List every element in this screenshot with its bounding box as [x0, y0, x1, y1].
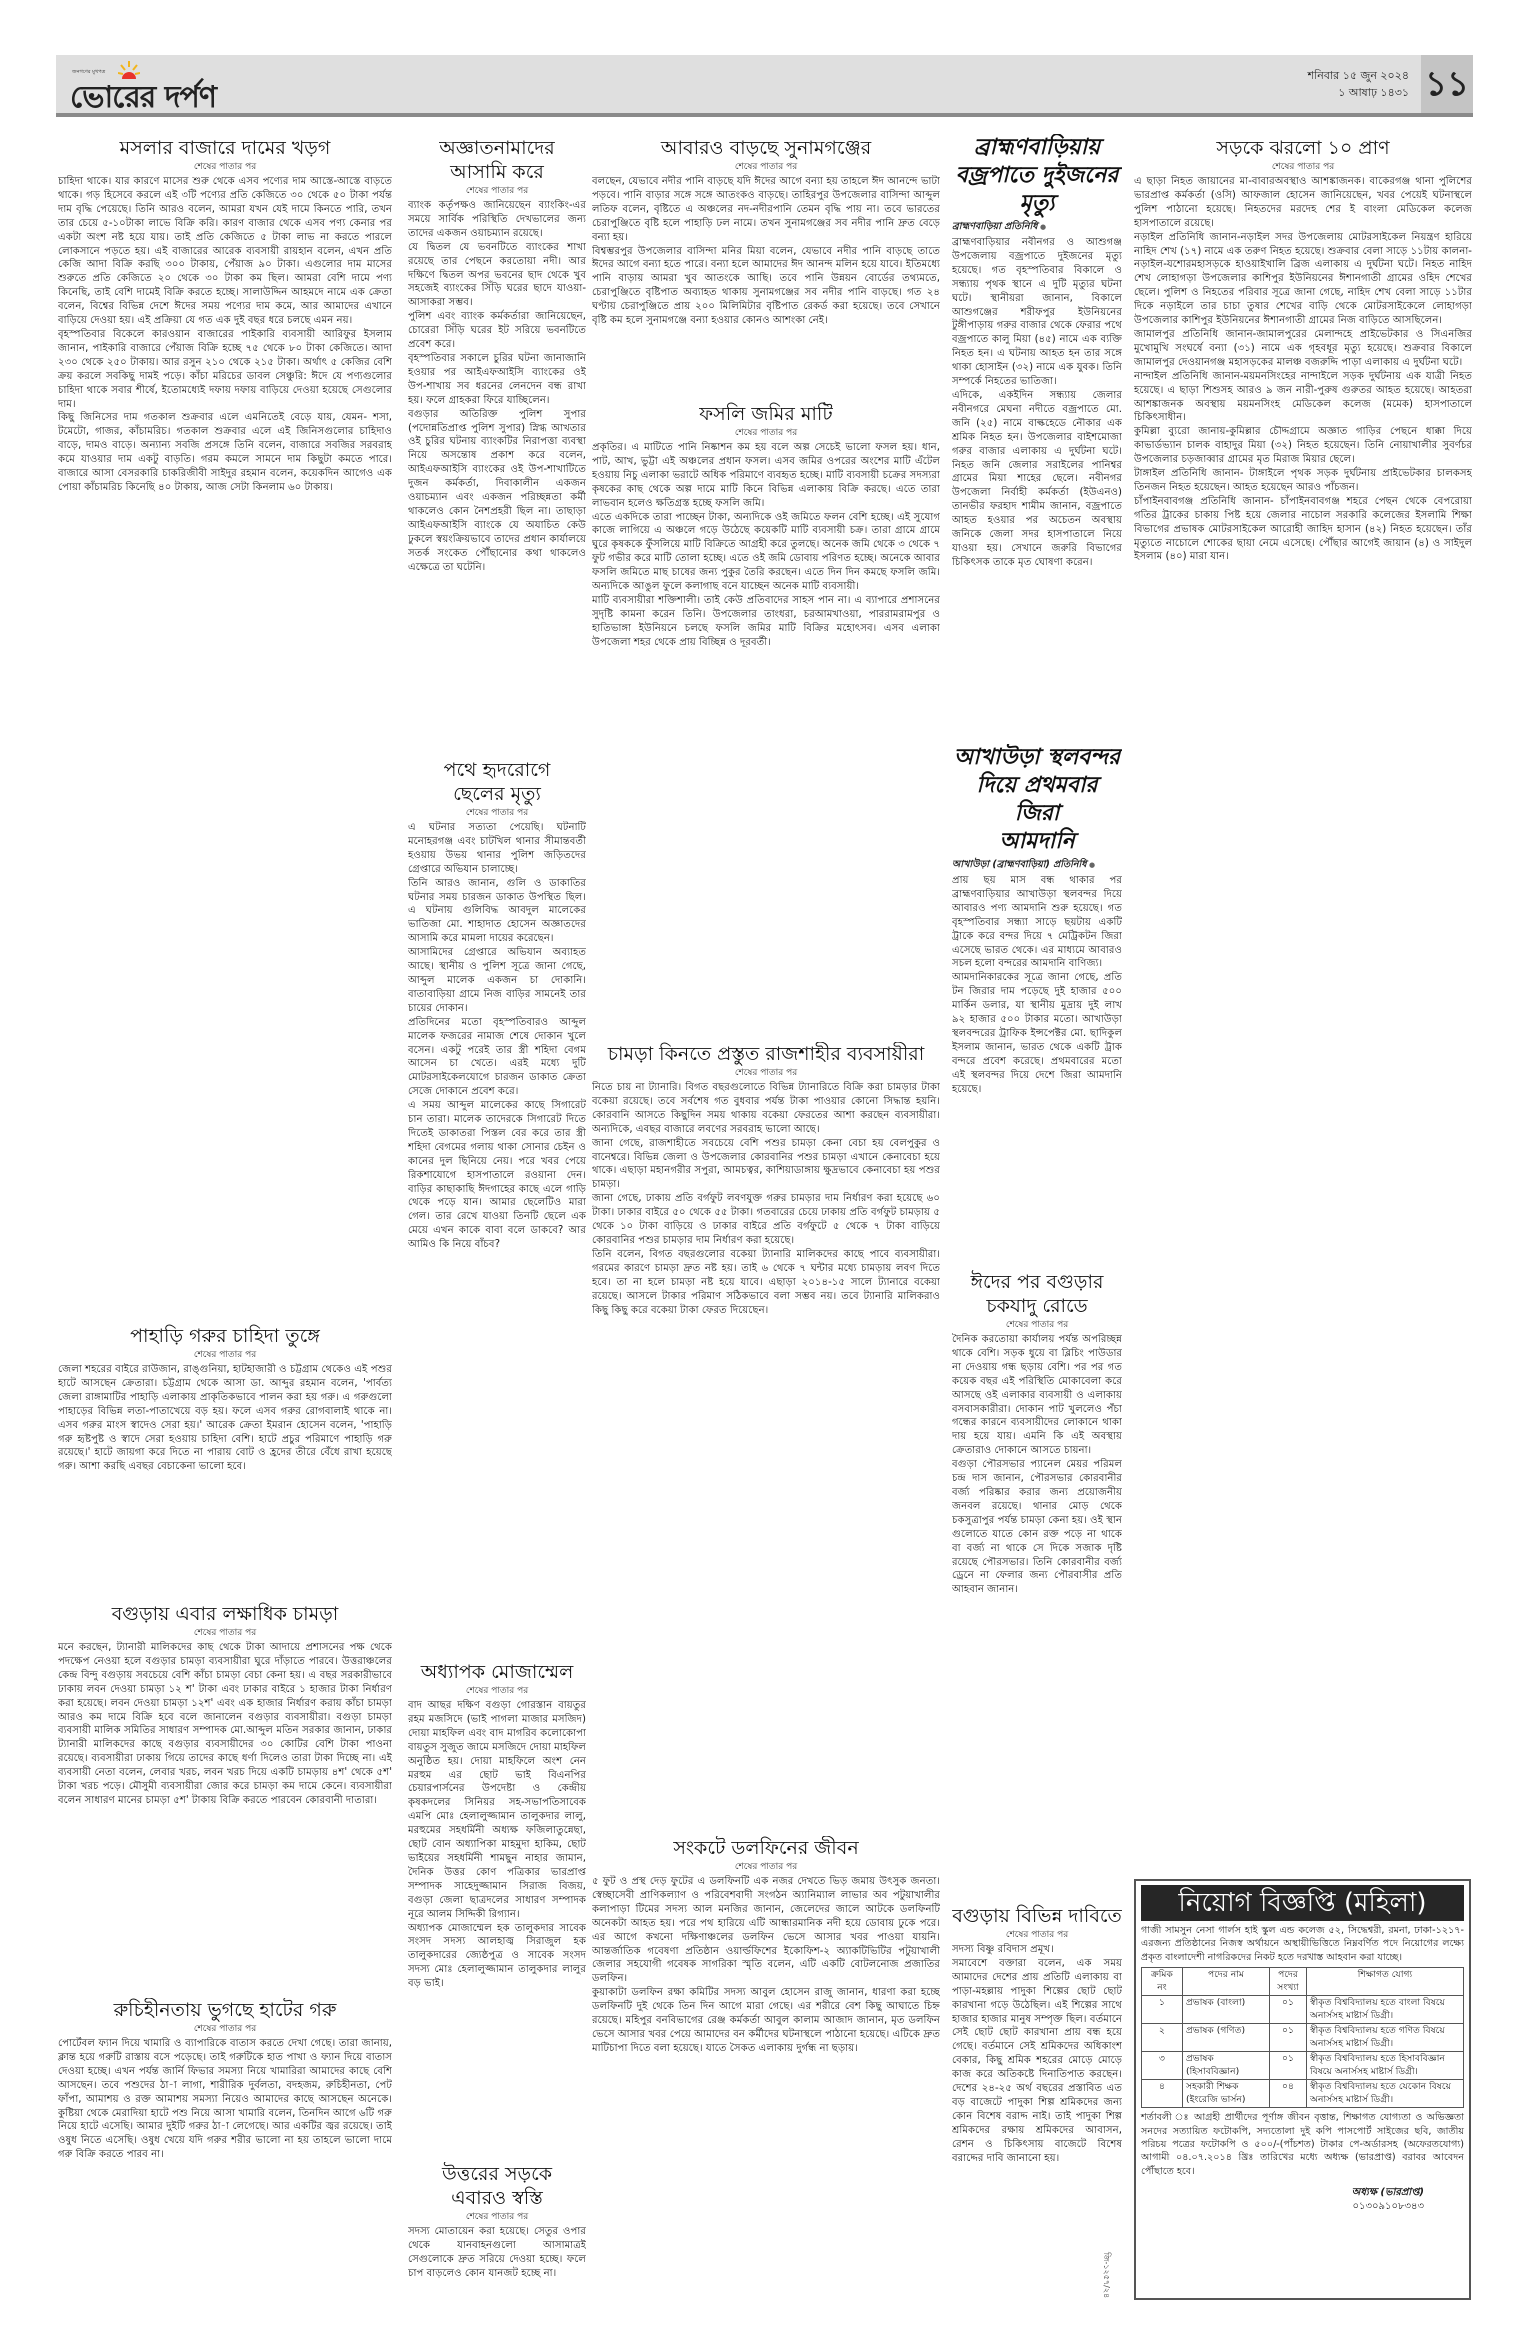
paragraph: বগুড়া পৌরসভার প্যানেল মেয়র পরিমল চন্দ্র দাস জানান, পৌরসভার কোরবানীর বর্জ্য পরিষ্কার করার জন্য প্রয়োজনীয় জনবল রয়েছে। থানার মোড় থেকে চকসুত্রাপুর পর্যন্ত চামড়া কেনা হয়। ওই স্থান গুলোতে যাতে কোন রক্ত পড়ে না থাকে বা বর্জ্য না থাকে সে দিকে সজাক দৃষ্টি রয়েছে পৌরসভার। তিনি কোরবানীর বর্জ্য ড্রেনে না ফেলার জন্য পৌরবাসীর প্রতি আহবান জানান।	[952, 1459, 1122, 1596]
headline[interactable]: চামড়া কিনতে প্রস্তুত রাজশাহীর ব্যবসায়ীরা	[607, 1043, 925, 1065]
vacancy-row	[1142, 2052, 1464, 2080]
headline[interactable]: পথে হৃদরোগে	[443, 759, 551, 781]
headline[interactable]: অধ্যাপক মোজাম্মেল	[420, 1661, 574, 1683]
continued-label: শেষের পাতার পর	[465, 808, 529, 818]
paragraph: এ ঘটনার সত্যতা পেয়েছি। ঘটনাটি মনোহরগঞ্জ এবং চাটখিল থানার সীমান্তবর্তী হওয়ায় উভয় থানার পুলিশ জড়িতদের গ্রেপ্তারে অভিযান চালাচ্ছে।	[408, 822, 586, 875]
paragraph: টাঙ্গাইল প্রতিনিধি জানান- টাঙ্গাইলে পৃথক সড়ক দুর্ঘটনায় প্রাইভেটকার চালকসহ তিনজন নিহত হয়েছেন। আহত হয়েছেন আরও পাঁচজন।	[1134, 468, 1472, 493]
article-spice-market	[58, 136, 392, 1324]
serial-cell: ২	[1142, 2024, 1183, 2052]
headline[interactable]: রুচিহীনতায় ভুগছে হাটের গরু	[113, 1999, 337, 2021]
post-cell: সহকারী শিক্ষক (ইংরেজি ভার্সন)	[1183, 2080, 1270, 2108]
vacancy-table	[1141, 1967, 1464, 2108]
byline: ব্রাহ্মণবাড়িয়া প্রতিনিধি ●	[952, 220, 1122, 234]
paragraph: যে দ্বিতল যে ভবনটিতে ব্যাংকের শাখা রয়েছে তার পেছনে করতোয়া নদী। আর দক্ষিণে দ্বিতল অপর ভবনের ছাদ থেকে খুব সহজেই ব্যাংকের সিঁড়ি ঘরের ছাদে যাওয়া-আসাকরা সম্ভব।	[408, 241, 586, 309]
continued-label: শেষের পাতার পর	[193, 162, 257, 172]
headline[interactable]: ফসলি জমির মাটি	[699, 403, 833, 425]
headline[interactable]: বগুড়ায় এবার লক্ষাধিক চামড়া	[111, 1603, 339, 1625]
paragraph: বলছেন, যেভাবে নদীর পানি বাড়ছে যদি ঈদের আগে বন্যা হয় তাহলে ঈদ আনন্দে ভাটা পড়বে। পানি বাড়ার সঙ্গে সঙ্গে আতংকও বাড়ছে। তাহিরপুর উপজেলার বাসিন্দা আব্দুল লতিফ বলেন, বৃষ্টিতে এ অঞ্চলের নদ-নদীরপানি তেমন বৃদ্ধি পায় না। তবে ভারতের চেরাপুঞ্জিতে বৃষ্টি হলে পাহাড়ি ঢল নামে। তখন সুনামগঞ্জের সব নদীর পানি দ্রুত বেড়ে বন্যা হয়।	[592, 176, 940, 243]
paragraph: তিনি বলেন, বিগত বছরগুলোর বকেয়া ট্যানারি মালিকদের কাছে পাবে ব্যবসায়ীরা। গরমের কারণে চামড়া দ্রুত নষ্ট হয়। তাই ৬ থেকে ৭ ঘন্টার মধ্যে চামড়ায় লবণ দিতে হবে। তা না হলে চামড়া নষ্ট হয়ে যাবে। এছাড়া ২০১৪-১৫ সালে ট্যানারে বকেয়া রয়েছে। আসলে টাকার পরিমাণ সঠিকভাবে বলা সম্ভব নয়। তবে ট্যানারি মালিকরাও কিছু কিছু করে বকেয়া টাকা ফেরত দিয়েছেন।	[592, 1248, 940, 1316]
headline[interactable]: মৃত্যু	[1019, 191, 1055, 216]
continued-label: শেষের পাতার পর	[465, 1686, 529, 1696]
paragraph: আমদানিকারকের সূত্রে জানা গেছে, প্রতি টন জিরার দাম পড়েছে দুই হাজার ৫০০ মার্কিন ডলার, যা স্থানীয় মুদ্রায় দুই লাখ ৯২ হাজার ৫০০ টাকার মতো। আখাউড়া স্থলবন্দরের ট্রাফিক ইন্সপেক্টর মো. ছাদিকুল ইসলাম জানান, ভারত থেকে একটি ট্রাক বন্দরে প্রবেশ করেছে। প্রথমবারের মতো এই স্থলবন্দর দিয়ে দেশে জিরা আমদানি হয়েছে।	[952, 972, 1122, 1095]
paragraph: জেলা শহরের বাইরে রাউজান, রাঙ্গুনিয়া, হাটহাজারী ও চট্টগ্রাম থেকেও এই পশুর হাটে আসছেন ক্রেতারা। চট্টগ্রাম থেকে আসা ডা. আব্দুর রহমান বলেন, 'পার্বত্য জেলা রাঙ্গামাটির পাহাড়ি এলাকায় প্রাকৃতিকভাবে পালন করা হয় গরু। এ গরুগুলো পাহাড়ের বিভিন্ন লতা-পাতাখেয়ে বড় হয়। ফলে এসব গরুর রোগবালাই থাকে না। এসব গরুর মাংস স্বাদেও সেরা হয়।' আরেক ক্রেতা ইমরান হোসেন বলেন, 'পাহাড়ি গরু হৃষ্টপুষ্ট ও স্বাদে সেরা হওয়ায় চাহিদা বেশি। হাটে প্রচুর পরিমাণে পাহাড়ি গরু রয়েছে।' হাটে জায়গা করে দিতে না পারায় বোট ও হ্রদের তীরে বেঁধে রাখা হয়েছে গরু। আশা করছি এবছর বেচাকেনা ভালো হবে।	[58, 1364, 392, 1473]
col-count: পদের সংখ্যা	[1270, 1968, 1307, 1996]
gregorian-date: শনিবার ১৫ জুন ২০২৪	[1307, 69, 1409, 82]
paragraph: তিনি আরও জানান, গুলি ও ডাকাতির ঘটনার সময় চারজন ডাকাত উপস্থিত ছিল। এ ঘটনায় গুলিবিদ্ধ আবদুল মালেকের ভাতিজা মো. শাহাদাত হোসেন অজ্ঞাতদের আসামি করে মামলা দায়ের করেছেন।	[408, 877, 586, 945]
headline[interactable]: বজ্রপাতে দুইজনের	[955, 163, 1119, 188]
continued-label: শেষের পাতার পর	[1005, 1320, 1069, 1330]
continued-label: শেষের পাতার পর	[193, 1350, 257, 1360]
article-body	[408, 2225, 586, 2294]
article-body	[592, 1875, 940, 2294]
post-cell: প্রভাষক (গণিত)	[1183, 2024, 1270, 2052]
paragraph: ব্যাংক কর্তৃপক্ষও জানিয়েছেন ব্যাংকিং-এর সময়ে সার্বিক পরিস্থিতি দেখভালের জন্য তাদের একজন ওয়াচম্যান রয়েছে।	[408, 200, 586, 239]
paragraph: ৫ ফুট ও প্রস্থ দেড় ফুটের এ ডলফিনটি এক নজর দেখতে ভিড় জমায় উৎসুক জনতা। স্বেচ্ছাসেবী প্রাণিকল্যাণ ও পরিবেশবাদী সংগঠন অ্যানিম্যাল লাভার অব পটুয়াখালীর কলাপাড়া টিমের সদস্য আল মনজির জানান, জেলেদের জালে আটকে ডলফিনটি অনেকটা আহত হয়। পরে পথ হারিয়ে এটি আন্ধারমানিক নদী হয়ে ডোবায় ঢুকে পরে। এর আগে কখনো দক্ষিণাঞ্চলের ডলফিন ভেসে আসার খবর পাওয়া যায়নি। আন্তর্জাতিক গবেষণা প্রতিষ্ঠান ওয়ার্ল্ডফিশের ইকোফিশ-২ অ্যাকটিভিটির পটুয়াখালী জেলার সহযোগী গবেষক সাগরিকা স্মৃতি বলেন, এটি একটি বোটলনোজ প্রজাতির ডলফিন।	[592, 1876, 940, 1985]
paragraph: প্রতিদিনের মতো বৃহস্পতিবারও আব্দুল মালেক ফজরের নামাজ শেষে দোকান খুলে বসেন। একটু পরেই তার স্ত্রী শহিদা বেগম আসেন চা খেতে। এরই মধ্যে দুটি মোটরসাইকেলযোগে চারজন ডাকাত ক্রেতা সেজে দোকানে প্রবেশ করে।	[408, 1016, 586, 1098]
paragraph: নড়াইল প্রতিনিধি জানান-নড়াইল সদর উপজেলায় মোটরসাইকেল নিয়ন্ত্রণ হারিয়ে নাহিদ শেখ (১৭) নামে এক তরুণ নিহত হয়েছে। শুক্রবার বেলা সাড়ে ১১টায় কালনা-নড়াইল-যশোরমহাসড়কে হাওয়াইখালি ব্রিজ এলাকায় এ দুর্ঘটনা ঘটে। নিহত নাহিদ শেখ লোহাগড়া উপজেলার কাশিপুর ইউনিয়নের ঈশানগাতী গ্রামের ওহিদ শেখের ছেলে। পুলিশ ও নিহতের পরিবার সূত্রে জানা গেছে, নাহিদ শেখ বেলা সাড়ে ১১টার দিকে নড়াইলে তার চাচা তুষার শেখের বাড়ি থেকে মোটরসাইকেলে লোহাগড়া উপজেলার কাশিপুর ইউনিয়নের ঈশানগাতী গ্রামের নিজ বাড়িতে আসছিলেন।	[1134, 231, 1472, 327]
paragraph: জানা গেছে, রাজশাহীতে সবচেয়ে বেশি পশুর চামড়া কেনা বেচা হয় বেলপুকুর ও বানেশ্বরে। বিভিন্ন জেলা ও উপজেলার কোরবানির পশুর চামড়া এখানে কেনাবেচা হয়ে থাকে। এছাড়া মহানগরীর সপুরা, আমচত্বর, কাশিয়াডাঙ্গায় ক্ষুদ্রভাবে কেনাবেচা হয় পশুর চামড়া।	[592, 1137, 940, 1191]
ad-signature	[1141, 2186, 1424, 2214]
signatory: অধ্যক্ষ (ভারপ্রাপ্ত)	[1351, 2187, 1424, 2199]
paragraph: সদস্য মোতায়েন করা হয়েছে। সেতুর ওপার থেকে যানবাহনগুলো আসামাত্রই সেগুলোকে দ্রুত সরিয়ে দেওয়া হচ্ছে। ফলে চাপ বাড়লেও কোন যানজট হচ্ছে না।	[408, 2226, 586, 2279]
paragraph: নান্দাইল প্রতিনিধি জানান-ময়মনসিংহের নান্দাইলে সড়ক দুর্ঘটনায় এক যাত্রী নিহত হয়েছে। এ ছাড়া শিশুসহ আরও ৯ জন নারী-পুরুষ গুরুতর আহত হয়েছে। আহতরা আশঙ্কাজনক অবস্থায় ময়মনসিংহ মেডিকেল কলেজ (মমেক) হাসপাতালে চিকিৎসাধীন।	[1134, 370, 1472, 424]
paragraph: কুয়াকাটা ডলফিন রক্ষা কমিটির সদস্য আবুল হোসেন রাজু জানান, ধারণা করা হচ্ছে ডলফিনটি দুই থেকে তিন দিন আগে মারা গেছে। এর শরীরে বেশ কিছু আঘাতে চিহ্ন রয়েছে। মহিপুর বনবিভাগের রেঞ্জ কর্মকর্তা আবুল কালাম আজাদ জানান, মৃত ডলফিন ভেসে আসার খবর পেয়ে আমাদের বন কর্মীদের ঘটনাস্থলে পাঠানো হয়েছে। এটিকে দ্রুত মাটিচাপা দিতে বলা হয়েছে। যাতে সৈকত এলাকায় দুর্গন্ধ না ছড়ায়।	[592, 1987, 940, 2054]
continued-label: শেষের পাতার পর	[193, 2024, 257, 2034]
article-hill-cattle	[58, 1324, 392, 1602]
paragraph: প্রকৃতির। এ মাটিতে পানি নিষ্কাশন কম হয় বলে অল্প সেচেই ভালো ফসল হয়। ধান, পাট, আখ, ভুট্টা এই অঞ্চলের প্রধান ফসল। এসব জমির ওপরের অংশের মাটি এঁটেল হওয়ায় নিচু এলাকা ভরাটে অধিক পরিমাণে ব্যবহৃত হচ্ছে। মাটি ব্যবসায়ী চক্রের সদস্যরা কৃষকের কাছ থেকে অল্প দামে মাটি কিনে বিভিন্ন এলাকায় বিক্রি করছে। এতে তারা লাভবান হলেও ক্ষতিগ্রস্ত হচ্ছে ফসলি জমি।	[592, 442, 940, 509]
paragraph: অধ্যাপক মোজাম্মেল হক তালুকদার সাবেক সংসদ সদস্য আলহাজ্ব সিরাজুল হক তালুকদারের জ্যেষ্ঠপুত্র ও সাবেক সংসদ সদস্য মোঃ হেলালুজ্জামান তালুকদার লালুর বড় ভাই।	[408, 1922, 586, 1990]
paragraph: চাঁপাইনবাবগঞ্জ প্রতিনিধি জানান- চাঁপাইনবাবগঞ্জ শহরে পেছন থেকে বেপরোয়া গতির ট্রাকের চাকায় পিষ্ট হয়ে জেলার নাচোল সরকারি কলেজের ইসলামি শিক্ষা বিভাগের প্রভাষক মোটরসাইকেল আরোহী জাহিদ হাসান (৪২) নিহত হয়েছেন। তাঁর মৃত্যুতে নাচোলে শোকের ছায়া নেমে এসেছে। পৌঁছার আগেই জায়ান (৪) ও সাইদুল ইসলাম (৪০) মারা যান।	[1134, 495, 1472, 563]
paragraph: নিতে চায় না ট্যানারি। বিগত বছরগুলোতে বিভিন্ন ট্যানারিতে বিক্রি করা চামড়ার টাকা বকেয়া রয়েছে। তবে সর্বশেষ গত বুধবার পর্যন্ত টাকা পাওয়ার কোনো সিদ্ধান্ত হয়নি। কোরবানি আসতে কিছুদিন সময় থাকায় বকেয়া ফেরতের আশা করছেন ব্যবসায়ীরা। অন্যদিকে, এবছর বাজারে লবণের সরবরাহ ভালো আছে।	[592, 1082, 940, 1135]
headline[interactable]: অজ্ঞাতনামাদের	[439, 137, 555, 159]
qualification-cell: স্বীকৃত বিশ্ববিদ্যালয় হতে হিসাববিজ্ঞান বিষয়ে অনার্সসহ মাষ্টার্স ডিগ্রী।	[1307, 2052, 1464, 2080]
article-body	[58, 175, 392, 1324]
serial-cell: ৩	[1142, 2052, 1183, 2080]
paragraph: কুমিল্লা ব্যুরো জানায়-কুমিল্লার চৌদ্দগ্রামে অজ্ঞাত গাড়ির পেছনে ধাক্কা দিয়ে কাভার্ডভ্যান চালক বাহাদুর মিয়া (৩২) নিহত হয়েছেন। তিনি নোয়াখালীর সুবর্ণচর উপজেলার চড়জাব্বার গ্রামের মৃত মিরাজ মিয়ার ছেলে।	[1134, 426, 1472, 466]
col-qualification: শিক্ষাগত যোগ্য	[1307, 1968, 1464, 1996]
count-cell: ০৪	[1270, 2080, 1307, 2108]
paragraph: সমাবেশে বক্তারা বলেন, এক সময় আমাদের দেশের প্রায় প্রতিটি এলাকায় বা পাড়া-মহল্লায় পাদুকা শিল্পের ছোট ছোট কারখানা গড়ে উঠেছিল। এই শিল্পের সাথে হাজার হাজার মানুষ সম্পৃক্ত ছিল। বর্তমানে সেই ছোট ছোট কারখানা প্রায় বন্ধ হয়ে গেছে। বর্তমানে সেই শ্রমিকদের অধিকাংশ বেকার, কিছু শ্রমিক শহরের মোড়ে মোড়ে কাজ করে অতিকষ্টে দিনাতিপাত করছেন। দেশের ২৪-২৫ অর্থ বছরের প্রস্তাবিত এত বড় বাজেটে পাদুকা শিল্প শ্রমিকদের জন্য কোন বিশেষ বরাদ্দ নাই। তাই পাদুকা শিল্প শ্রমিকদের রক্ষায় শ্রমিকদের আবাসন, রেশন ও চিকিৎসায় বাজেটে বিশেষ বরাদ্দের দাবি জানানো হয়।	[952, 1957, 1122, 2164]
article-body	[592, 1081, 940, 1834]
article-sunamganj-flood	[592, 136, 940, 400]
paragraph: জানা গেছে, ঢাকায় প্রতি বর্গফুট লবণযুক্ত গরুর চামড়ার দাম নির্ধারণ করা হয়েছে ৬০ টাকা। ঢাকার বাইরে ৫০ থেকে ৫৫ টাকা। গতবারের চেয়ে ঢাকায় প্রতি বর্গফুট চামড়ায় ৫ থেকে ১০ টাকা বাড়িয়ে ও ঢাকার বাইরে প্রতি বর্গফুটে ৫ থেকে ৭ টাকা বাড়িয়ে কোরবানির পশুর চামড়ার দাম নির্ধারণ করা হয়েছে।	[592, 1193, 940, 1246]
article-cumin-import	[952, 744, 1122, 1268]
count-cell: ০১	[1270, 1996, 1307, 2024]
article-lightning-deaths	[952, 134, 1122, 744]
vacancy-row	[1142, 2080, 1464, 2108]
article-road-accidents	[1134, 136, 1472, 1866]
headline[interactable]: বগুড়ায় বিভিন্ন দাবিতে	[952, 1905, 1122, 1927]
article-dolphin	[592, 1836, 940, 2294]
continued-label: শেষের পাতার পর	[734, 428, 798, 438]
article-bogura-demands	[952, 1904, 1122, 2294]
logo-name: ভোরের দর্পণ	[70, 80, 216, 115]
article-body	[952, 236, 1122, 744]
article-rajshahi-hides	[592, 1042, 940, 1834]
contact-phone: ০১৩০৯১০৮৩৪৩	[1352, 2201, 1424, 2213]
paragraph: দৈনিক করতোয়া কার্যালয় পর্যন্ত অপরিচ্ছন্ন থাকে বেশি। সড়ক ধুয়ে বা ব্লিচিং পাউডার না দেওয়ায় গন্ধ ছড়ায় বেশি। পর পর গত কয়েক বছর এই পরিস্থিতি মোকাবেলা করে আসছে ওই এলাকার ব্যবসায়ী ও এলাকায় বসবাসকারীরা। দোকান পাট খুললেও পঁচা গন্ধের কারনে ব্যবসায়ীদের লোকানে থাকা দায় হয়ে যায়। এমনি কি এই অবস্থায় ক্রেতারাও দোকানে আসতে চায়না।	[952, 1334, 1122, 1457]
headline[interactable]: আসামি করে	[450, 161, 544, 183]
headline[interactable]: ঈদের পর বগুড়ার	[970, 1271, 1104, 1293]
headline[interactable]: দিয়ে প্রথমবার জিরা	[976, 773, 1098, 826]
qualification-cell: স্বীকৃত বিশ্ববিদ্যালয় হতে গণিত বিষয়ে অনার্সসহ মাষ্টার্স ডিগ্রী।	[1307, 2024, 1464, 2052]
qualification-cell: স্বীকৃত বিশ্ববিদ্যালয় হতে যেকোন বিষয়ে অনার্সসহ মাষ্টার্স ডিগ্রী।	[1307, 2080, 1464, 2108]
article-body	[58, 1641, 392, 1996]
article-chokjadu-road	[952, 1270, 1122, 1902]
article-cattle-health	[58, 1998, 392, 2294]
article-body	[58, 1363, 392, 1602]
paragraph: পুলিশ এবং ব্যাংক কর্মকর্তারা জানিয়েছেন, চোরেরা সিঁড়ি ঘরের ইট সরিয়ে ভবনটিতে প্রবেশ করে।	[408, 311, 586, 351]
byline: আখাউড়া (ব্রাহ্মণবাড়িয়া) প্রতিনিধি ●	[952, 858, 1122, 872]
article-body	[592, 441, 940, 1040]
bengali-date: ১ আষাঢ় ১৪৩১	[1338, 86, 1409, 99]
newspaper-logo	[70, 59, 330, 115]
serial-cell: ৪	[1142, 2080, 1183, 2108]
paragraph: বৃহস্পতিবার বিকেলে কারওয়ান বাজারের পাইকারি ব্যবসায়ী আরিফুর ইসলাম জানান, পাইকারি বাজারে পেঁয়াজ বিক্রি হচ্ছে ৭৫ থেকে ৮০ টাকা কেজিতে। আদা ২৩০ থেকে ২৫০ টাকায়। আর রসুন ২১০ থেকে ২১৫ টাকা। অর্থাৎ ৫ কেজির বেশি ক্রয় করলে সবকিছু দামই পড়ে। কাঁচা মরিচের ডাবল সেঞ্চুরি: ঈদে যে পণ্যগুলোর চাহিদা থাকে সবার শীর্ষে, ইতোমধ্যেই দফায় দফায় বাড়িয়ে দেওয়া হয়েছে সেগুলোর দাম।	[58, 328, 392, 410]
article-body	[408, 199, 586, 756]
issue-date	[1308, 67, 1409, 101]
paragraph: পোর্টেবল ফ্যান দিয়ে খামারি ও ব্যাপারিকে বাতাস করতে দেখা গেছে। তারা জানায়, ক্লান্ত হয়ে গরুটি রাস্তায় বসে পড়েছে। তাই গরুটিকে হাত পাখা ও ফ্যান দিয়ে বাতাস দেওয়া হচ্ছে। এখন পর্যন্ত জার্নি ফিভার সমস্যা নিয়ে খামারিরা আমাদের কাছে বেশি আসছেন। তবে পশুদের ঠা-া লাগা, শারীরিক দুর্বলতা, বদহজম, রুচিহীনতা, পেট ফাঁপা, আমাশয় ও রক্ত আমাশয় সমস্যা নিয়েও আমাদের কাছে আসছেন অনেকে। কুষ্টিয়া থেকে মেরাদিয়া হাটে পশু নিয়ে আসা খামারি বলেন, তিনদিন আগে ৬টি গরু নিয়ে হাটে এসেছি। আমার দুইটি গরুর ঠা-া লেগেছে। আর একটির জ্বর রয়েছে। তাই ওষুধ নিতে এসেছি। ওষুধ খেয়ে যদি গরুর শরীর ভালো না হয় তাহলে ভালো দামে গরু বিক্রি করতে পারব না।	[58, 2038, 392, 2161]
article-body	[952, 874, 1122, 1268]
paragraph: বৃহস্পতিবার সকালে চুরির ঘটনা জানাজানি হওয়ার পর আইএফআইসি ব্যাংকের ওই উপ-শাখায় সব ধরনের লেনদেন বন্ধ রাখা হয়। ফলে গ্রাহকরা ফিরে যাচ্ছিলেন।	[408, 352, 586, 406]
ad-title: নিয়োগ বিজ্ঞপ্তি (মহিলা)	[1141, 1885, 1464, 1921]
headline[interactable]: চকযাদু রোডে	[986, 1295, 1088, 1317]
job-advertisement	[1134, 1879, 1471, 2300]
article-son-death	[408, 758, 586, 1658]
article-body	[1134, 175, 1472, 1866]
article-unknown-accused	[408, 136, 586, 756]
ad-terms: শর্তাবলী ঃ আগ্রহী প্রার্থীদের পূর্ণাঙ্গ জীবন বৃত্তান্ত, শিক্ষাগত যোগ্যতা ও অভিজ্ঞতা সনদের সত্যায়িত ফটোকপি, সদ্যতোলা দুই কপি পাসপোর্ট সাইজের ছবি, জাতীয় পরিচয় পত্রের ফটোকপি ও ৫০০/-(পাঁচশত) টাকার পে-অর্ডারসহ (অফেরতযোগ্য) আগামী ০৪.০৭.২০১৪ খ্রিঃ তারিখের মধ্যে অধ্যক্ষ (ভারপ্রাপ্ত) বরাবর আবেদন পৌঁছাতে হবে।	[1141, 2112, 1464, 2177]
article-professor-mozammel	[408, 1660, 586, 2160]
headline[interactable]: আমদানি	[999, 829, 1075, 854]
headline[interactable]: সংকটে ডলফিনের জীবন	[673, 1837, 859, 1859]
headline[interactable]: আখাউড়া স্থলবন্দর	[953, 745, 1121, 770]
ad-intro: গাজী সামসুন নেসা গার্লস হাই স্কুল এন্ড কলেজ ৫২, সিদ্ধেশ্বরী, রমনা, ঢাকা-১২১৭-এরজন্য প্রতিষ্ঠানের নিজস্ব অর্থায়নে অস্থায়ীভিত্তিতে নিম্নবর্ণিত পদে নিয়োগের লক্ষ্যে প্রকৃত বাংলাদেশী নাগরিকদের নিকট হতে দরখাস্ত আহবান করা যাচ্ছে।	[1141, 1925, 1464, 1963]
paragraph: এ সময় আব্দুল মালেকের কাছে সিগারেট চান তারা। মালেক তাদেরকে সিগারেট দিতে দিতেই ডাকাতরা পিস্তল বের করে তার স্ত্রী শহিদা বেগমের গলায় থাকা সোনার চেইন ও কানের দুল ছিনিয়ে নেয়। পরে খবর পেয়ে রিকশাযোগে হাসপাতালে রওয়ানা দেন। বাড়ির কাছাকাছি ঈদগাহের কাছে এলে গাড়ি থেকে পড়ে যান। আমার ছেলেটিও মারা গেল। তার রেখে যাওয়া তিনটি ছেলে এক মেয়ে এখন কাকে বাবা বলে ডাকবে? আর আমিও কি নিয়ে বাঁচব?	[408, 1100, 586, 1251]
continued-label: শেষের পাতার পর	[734, 1862, 798, 1872]
paragraph: সদস্য বিষ্ণু রবিদাস প্রমূখ।	[952, 1944, 1054, 1955]
continued-label: শেষের পাতার পর	[465, 186, 529, 196]
logo-tagline: জনগণের মুখপত্র	[72, 69, 106, 75]
paragraph: কিছু জিনিসের দাম গতকাল শুক্রবার এলে এমনিতেই বেড়ে যায়, যেমন- শসা, টমেটো, গাজর, কাঁচামরিচ। গতকাল শুক্রবার এলে এই জিনিসগুলোর চাহিদাও বাড়ে, দামও বাড়ে। অন্যান্য সবজি প্রসঙ্গে তিনি বলেন, বাজারে সবজির সরবরাহ কমে যাওয়ার দাম একটু বাড়তি। গরম কমলে সামনে দাম কিছুটা কমতে পারে। বাজারে আসা বেসরকারি চাকরিজীবী সাইদুর রহমান বলেন, কয়েকদিন আগেও এক পোয়া কাঁচামরিচ কিনেছি ৪০ টাকায়, আজ সেটা কিনলাম ৬০ টাকায়।	[58, 412, 392, 493]
post-cell: প্রভাষক (বাংলা)	[1183, 1996, 1270, 2024]
continued-label: শেষের পাতার পর	[1005, 1930, 1069, 1940]
headline[interactable]: পাহাড়ি গরুর চাহিদা তুঙ্গে	[130, 1325, 320, 1347]
paragraph: এ ছাড়া নিহত জায়ানের মা-বাবারঅবস্থাও আশঙ্কাজনক। বাকেরগঞ্জ থানা পুলিশের ভারপ্রাপ্ত কর্মকর্তা (ওসি) আফজাল হোসেন জানিয়েছেন, খবর পেয়েই ঘটনাস্থলে পুলিশ পাঠানো হয়েছে। নিহতদের মরদেহ শের ই বাংলা মেডিকেল কলেজ হাসপাতালে রয়েছে।	[1134, 176, 1472, 229]
col-serial: ক্রমিক নং	[1142, 1968, 1183, 1996]
vacancy-row	[1142, 1996, 1464, 2024]
page-number: ১১	[1421, 55, 1473, 113]
paragraph: মাটি ব্যবসায়ীরা শক্তিশালী। তাই কেউ প্রতিবাদের সাহস পান না। এ ব্যাপারে প্রশাসনের সুদৃষ্টি কামনা করেন তিনি। উপজেলার তাংধরা, চরআমখাওয়া, পাররামরামপুর ও হাতিভাঙ্গা ইউনিয়নে চলছে ফসলি জমির মাটি বিক্রির মহোৎসব। এসব এলাকা উপজেলা শহর থেকে প্রায় বিচ্ছিন্ন ও দূরবর্তী।	[592, 594, 940, 648]
article-bogura-hides	[58, 1602, 392, 1996]
headline[interactable]: মসলার বাজারে দামের খড়গ	[119, 137, 331, 159]
headline[interactable]: ব্রাহ্মণবাড়িয়ায়	[973, 135, 1101, 160]
article-body	[952, 1333, 1122, 1902]
count-cell: ০১	[1270, 2024, 1307, 2052]
qualification-cell: স্বীকৃত বিশ্ববিদ্যালয় হতে বাংলা বিষয়ে অনার্সসহ মাষ্টার্স ডিগ্রী।	[1307, 1996, 1464, 2024]
article-body	[408, 1699, 586, 2160]
article-farmland-soil	[592, 402, 940, 1040]
post-cell: প্রভাষক (হিসাববিজ্ঞান)	[1183, 2052, 1270, 2080]
article-body	[58, 2037, 392, 2294]
article-north-roads	[408, 2162, 586, 2294]
paragraph: মনে করছেন, ট্যানারী মালিকদের কাছ থেকে টাকা আদায়ে প্রশাসনের পক্ষ থেকে পদক্ষেপ নেওয়া হলে বগুড়ার চামড়া ব্যবসায়ীরা ঘুরে দাঁড়াতে পারবে। উত্তরাঞ্চলের কেন্দ্র বিন্দু বগুড়ায় সবচেয়ে বেশি কাঁচা চামড়া বেচা কেনা হয়। এ বছর সরকারীভাবে ঢাকায় লবন দেওয়া চামড়া ১২ শ' টাকা এবং ঢাকার বাইরে ১ হাজার টাকা নির্ধারণ করা হয়েছে। লবন দেওয়া চামড়া ১২শ' এবং এক হাজার নির্ধারণ করায় কাঁচা চামড়া আরও কম দামে বিক্রি হবে বলে জানালেন বগুড়ার ব্যবসায়ীরা। বগুড়া চামড়া ব্যবসায়ী মালিক সমিতির সাধারণ সম্পাদক মো.আব্দুল মতিন সরকার জানান, ঢাকার ট্যানারী মালিকদের কাছে বগুড়ার ব্যবসায়ীদের ৩০ কোটির বেশি টাকা পাওনা রয়েছে। ব্যবসায়ীরা ঢাকায় গিয়ে তাদের কাছে ধর্ণা দিলেও তারা টাকা দিচ্ছে না। এই ব্যবসায়ী নেতা বলেন, লেবার খরচ, লবন খরচ দিয়ে একটি চামড়ায় ৪শ' থেকে ৫শ' টাকা খরচ পড়ে। মৌসুমী ব্যবসায়ীরা জোর করে চামড়া কম দামে কেনে। ব্যবসায়ীরা বলেন সাধারণ মানের চামড়া ৫শ' টাকায় বিক্রি করতে পারবেন কোরবানী দাতারা।	[58, 1642, 392, 1806]
continued-label: শেষের পাতার পর	[465, 2212, 529, 2222]
continued-label: শেষের পাতার পর	[734, 1068, 798, 1078]
masthead	[56, 55, 1473, 117]
continued-label: শেষের পাতার পর	[1271, 162, 1335, 172]
paragraph: ব্রাহ্মণবাড়িয়ার নবীনগর ও আশুগঞ্জ উপজেলায় বজ্রপাতে দুইজনের মৃত্যু হয়েছে। গত বৃহস্পতিবার বিকালে ও সন্ধ্যায় পৃথক স্থানে এ দুটি মৃত্যুর ঘটনা ঘটে। স্থানীয়রা জানান, বিকালে আশুগঞ্জের শরীফপুর ইউনিয়নের টুঙ্গীপাড়ায় গরুর বাজার থেকে ফেরার পথে বজ্রপাতে কালু মিয়া (৪৫) নামে এক ব্যক্তি নিহত হন। এ ঘটনায় আহত হন তার সঙ্গে থাকা হোসাইন (৩২) নামে এক যুবক। তিনি সম্পর্কে নিহতের ভাতিজা।	[952, 237, 1122, 388]
paragraph: প্রায় ছয় মাস বন্ধ থাকার পর ব্রাহ্মণবাড়িয়ার আখাউড়া স্থলবন্দর দিয়ে আবারও পণ্য আমদানি শুরু হয়েছে। গত বৃহস্পতিবার সন্ধ্যা সাড়ে ছয়টায় একটি ট্রাকে করে বন্দর দিয়ে ৭ মেট্রিকটন জিরা এসেছে ভারত থেকে। এর মাধ্যমে আবারও সচল হলো বন্দরের আমদানি বাণিজ্য।	[952, 875, 1122, 970]
continued-label: শেষের পাতার পর	[734, 162, 798, 172]
count-cell: ০১	[1270, 2052, 1307, 2080]
continued-label: শেষের পাতার পর	[193, 1628, 257, 1638]
paragraph: আসামিদের গ্রেপ্তারে অভিযান অব্যাহত আছে। স্থানীয় ও পুলিশ সূত্রে জানা গেছে, আব্দুল মালেক একজন চা দোকানি। বাতাবাড়িয়া গ্রামে নিজ বাড়ির সামনেই তার চায়ের দোকান।	[408, 947, 586, 1014]
paragraph: এদিকে, একইদিন সন্ধ্যায় জেলার নবীনগরে মেঘনা নদীতে বজ্রপাতে মো. জনি (২৫) নামে বাল্কহেডে নৌকার এক শ্রমিক নিহত হন। উপজেলার বাইশমোজা গরুর বাজার এলাকায় এ দুর্ঘটনা ঘটে। নিহত জনি জেলার সরাইলের পানিশ্বর গ্রামের মিয়া শাহের ছেলে। নবীনগর উপজেলা নির্বাহী কর্মকর্তা (ইউএনও) তানভীর ফরহাদ শামীম জানান, বজ্রপাতে আহত হওয়ার পর অচেতন অবস্থায় জনিকে জেলা সদর হাসপাতালে নিয়ে যাওয়া হয়। সেখানে জরুরি বিভাগের চিকিৎসক তাকে মৃত ঘোষণা করেন।	[952, 389, 1122, 568]
paragraph: বাদ আছর দক্ষিণ বগুড়া গোরস্তান বায়তুর রহম মজসিদে (ভাই পাগলা মাজার মসজিদ) দোয়া মাহফিল এবং বাদ মাগরিব কলোকোপা বায়তুস সুজুত জামে মসজিদে দোয়া মাহফিল অনুষ্ঠিত হয়। দোয়া মাহফিলে অংশ নেন মরহুম এর ছোট ভাই বিএনপির চেয়ারপার্সনের উপদেষ্টা ও কেন্দ্রীয় কৃষকদলের সিনিয়র সহ-সভাপতিসাবেক এমপি মোঃ হেলালুজ্জামান তালুকদার লালু, মরহুমের সহধর্মিনী অধ্যক্ষ ফজিলাতুন্নেছা, ছোট বোন অধ্যাপিকা মাহমুদা হাকিম, ছোট ভাইয়ের সহধর্মিনী শামছুন নাহার জামান, দৈনিক উত্তর কোণ পত্রিকার ভারপ্রাপ্ত সম্পাদক সাহেদুজ্জামান সিরাজ বিজয়, বগুড়া জেলা ছাত্রদলের সাধারণ সম্পাদক নূরে আলম সিদ্দিকী রিগ্যান।	[408, 1700, 586, 1920]
paragraph: বিশ্বম্ভরপুর উপজেলার বাসিন্দা মনির মিয়া বলেন, যেভাবে নদীর পানি বাড়ছে তাতে ঈদের আগে বন্যা হতে পারে। বন্যা হলে আমাদের ঈদ আনন্দ মলিন হয়ে যাবে। ইতিমধ্যে পানি বাড়ায় আমরা খুব আতংকে আছি। তবে পানি উন্নয়ন বোর্ডের তথ্যমতে, চেরাপুঞ্জিতে বৃষ্টিপাত অব্যাহত থাকায় সুনামগঞ্জের সব নদীর পানি বাড়ছে। গত ২৪ ঘণ্টায় চেরাপুঞ্জিতে প্রায় ২০০ মিলিমিটার বৃষ্টিপাত রেকর্ড করা হয়েছে। তবে সেখানে বৃষ্টি কম হলে সুনামগঞ্জে বন্যা হওয়ার কোনও আশংকা নেই।	[592, 245, 940, 327]
paragraph: জামালপুর প্রতিনিধি জানান-জামালপুরের মেলান্দহে প্রাইভেটকার ও সিএনজির মুখোমুখি সংঘর্ষে বন্যা (৩১) নামে এক গৃহবধূর মৃত্যু হয়েছে। শুক্রবার বিকালে জামালপুর দেওয়ানগঞ্জ মহাসড়কের মালঞ্চ বজরুদ্দি পাড়া এলাকায় এ দুর্ঘটনা ঘটে।	[1134, 328, 1472, 368]
ad-code: জি-১২৫৭/২৪	[1102, 2252, 1111, 2299]
headline[interactable]: আবারও বাড়ছে সুনামগঞ্জের	[660, 137, 872, 159]
article-body	[592, 175, 940, 400]
paragraph: বগুড়ার অতিরিক্ত পুলিশ সুপার (পদোন্নতিপ্রাপ্ত পুলিশ সুপার) স্নিগ্ধ আখতার ওই চুরির ঘটনায় ব্যাংকটির নিরাপত্তা ব্যবস্থা নিয়ে অসন্তোষ প্রকাশ করে বলেন, আইএফআইসি ব্যাংকের ওই উপ-শাখাটিতে দুজন কর্মকর্তা, দিবাকালীন একজন ওয়াচম্যান এবং একজন পরিচ্ছন্নতা কর্মী থাকলেও কোন নৈশপ্রহরী ছিল না। তাছাড়া আইএফআইসি ব্যাংকে যে অযাচিত কেউ ঢুকলে স্বয়ংক্রিয়ভাবে তাদের প্রধান কার্যালয়ে সতর্ক সংকেত পৌঁছানোর কথা থাকলেও এক্ষেত্রে তা ঘটেনি।	[408, 408, 586, 573]
paragraph: চাহিদা থাকে। যার কারণে মাসের শুরু থেকে এসব পণ্যের দাম আস্তে-আস্তে বাড়তে থাকে। গড় হিসেবে করলে এই ৩টি পণ্যের প্রতি কেজিতে ৩০ থেকে ৫০ টাকা পর্যন্ত দাম বৃদ্ধি পেয়েছে। তিনি আরও বলেন, আমরা যখন যেই দামে কিনতে পারি, তখন তার চেয়ে ৫-১০টাকা লাভে বিক্রি করি। কারণ বাজার থেকে এসব পণ্য কেনার পর একটা অংশ নষ্ট হয়ে যায়। তাই প্রতি কেজিতে ৫ টাকা লাভ না করতে পারলে লোকসানে পড়তে হয়। এই বাজারের আরেক ব্যবসায়ী রায়হান বলেন, এখন প্রতি কেজি আদা বিক্রি করছি ৩০০ টাকায়, পেঁয়াজ ৯০ টাকা। এগুলোর দাম মাসের শুরুতে প্রতি কেজিতে ২০ থেকে ৩০ টাকা কম ছিল। আমরা বেশি দামে পণ্য কিনেছি, তাই বেশি দামেই বিক্রি করতে হচ্ছে। সালাউদ্দিন আহমদে নামে এক ক্রেতা বলেন, বিশ্বের বিভিন্ন দেশে ঈদের সময় পণ্যের দাম কমে, আর আমাদের এখানে বাড়িয়ে দেওয়া হয়। এই প্রক্রিয়া যে গত এক দুই বছর ধরে চলছে এমন নয়।	[58, 176, 392, 327]
headline[interactable]: ছেলের মৃত্যু	[453, 783, 541, 805]
vacancy-row	[1142, 2024, 1464, 2052]
article-body	[952, 1943, 1122, 2294]
paragraph: এতে একদিকে তারা পাচ্ছেন টাকা, অন্যদিকে ওই জমিতে ফলন বেশি হচ্ছে। এই সুযোগ কাজে লাগিয়ে এ অঞ্চলে গড়ে উঠেছে কয়েকটি মাটি ব্যবসায়ী চক্র। তারা গ্রামে গ্রামে ঘুরে কৃষককে ফুঁসলিয়ে মাটি বিক্রিতে আগ্রহী করে তুলছে। অনেক জমি থেকে ৩ থেকে ৭ ফুট গভীর করে মাটি তোলা হচ্ছে। এতে ওই জমি ডোবায় পরিণত হচ্ছে। অনেকে আবার ফসলি জমিতে মাছ চাষের জন্য পুকুর তৈরি করছেন। এতে দিন দিন কমছে ফসলি জমি। অন্যদিকে আঙুল ফুলে কলাগাছ বনে যাচ্ছেন অনেক মাটি ব্যবসায়ী।	[592, 511, 940, 593]
serial-cell: ১	[1142, 1996, 1183, 2024]
col-post: পদের নাম	[1183, 1968, 1270, 1996]
article-body	[408, 821, 586, 1658]
headline[interactable]: এবারও স্বস্তি	[451, 2187, 543, 2209]
headline[interactable]: সড়কে ঝরলো ১০ প্রাণ	[1216, 137, 1390, 159]
headline[interactable]: উত্তরের সড়কে	[441, 2163, 552, 2185]
